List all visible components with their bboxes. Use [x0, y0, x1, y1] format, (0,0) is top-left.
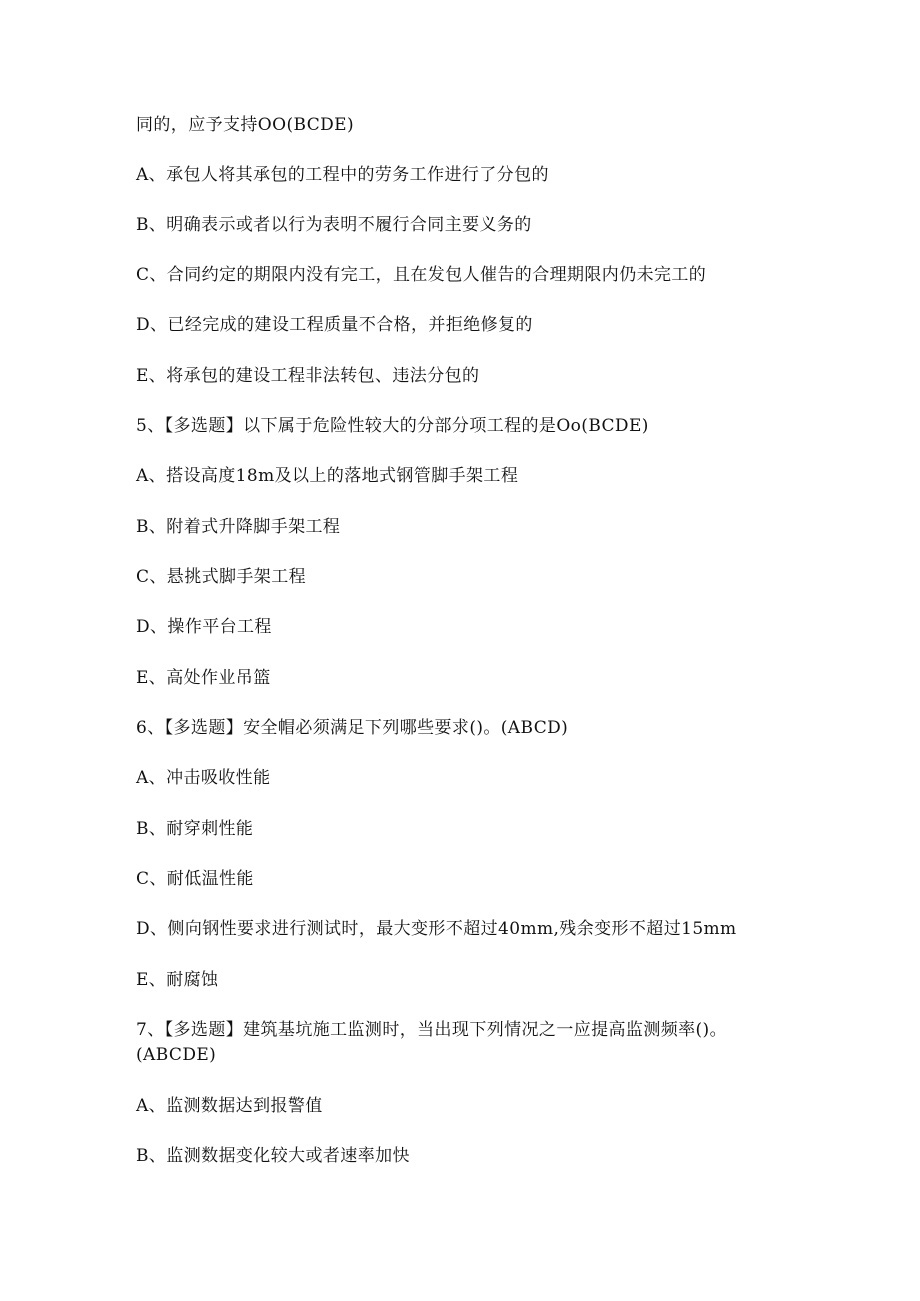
question-4-stem-end: 同的，应予支持OO(BCDE) — [136, 115, 354, 135]
question-4-option-e: E、将承包的建设工程非法转包、违法分包的 — [136, 366, 480, 386]
question-6-option-b: B、耐穿刺性能 — [136, 819, 254, 839]
question-4-option-b: B、明确表示或者以行为表明不履行合同主要义务的 — [136, 215, 532, 235]
question-7-stem: 7、【多选题】建筑基坑施工监测时，当出现下列情况之一应提高监测频率()。 — [136, 1020, 727, 1040]
question-5-option-a: A、搭设高度18m及以上的落地式钢管脚手架工程 — [136, 466, 519, 486]
question-5-option-b: B、附着式升降脚手架工程 — [136, 517, 341, 537]
question-7-option-a: A、监测数据达到报警值 — [136, 1096, 323, 1116]
question-5-option-d: D、操作平台工程 — [136, 617, 272, 637]
question-4-option-c: C、合同约定的期限内没有完工，且在发包人催告的合理期限内仍未完工的 — [136, 265, 707, 285]
question-6-option-a: A、冲击吸收性能 — [136, 768, 271, 788]
question-5-stem: 5、【多选题】以下属于危险性较大的分部分项工程的是Oo(BCDE) — [136, 416, 649, 436]
question-5-option-c: C、悬挑式脚手架工程 — [136, 567, 307, 587]
question-4-option-d: D、已经完成的建设工程质量不合格，并拒绝修复的 — [136, 315, 533, 335]
question-7-answer: (ABCDE) — [136, 1045, 217, 1065]
question-7-option-b: B、监测数据变化较大或者速率加快 — [136, 1146, 410, 1166]
question-6-option-d: D、侧向钢性要求进行测试时，最大变形不超过40mm,残余变形不超过15mm — [136, 919, 737, 939]
question-6-option-c: C、耐低温性能 — [136, 869, 254, 889]
question-5-option-e: E、高处作业吊篮 — [136, 668, 271, 688]
question-4-option-a: A、承包人将其承包的工程中的劳务工作进行了分包的 — [136, 165, 549, 185]
question-6-option-e: E、耐腐蚀 — [136, 970, 219, 990]
question-6-stem: 6、【多选题】安全帽必须满足下列哪些要求()。(ABCD) — [136, 718, 569, 738]
